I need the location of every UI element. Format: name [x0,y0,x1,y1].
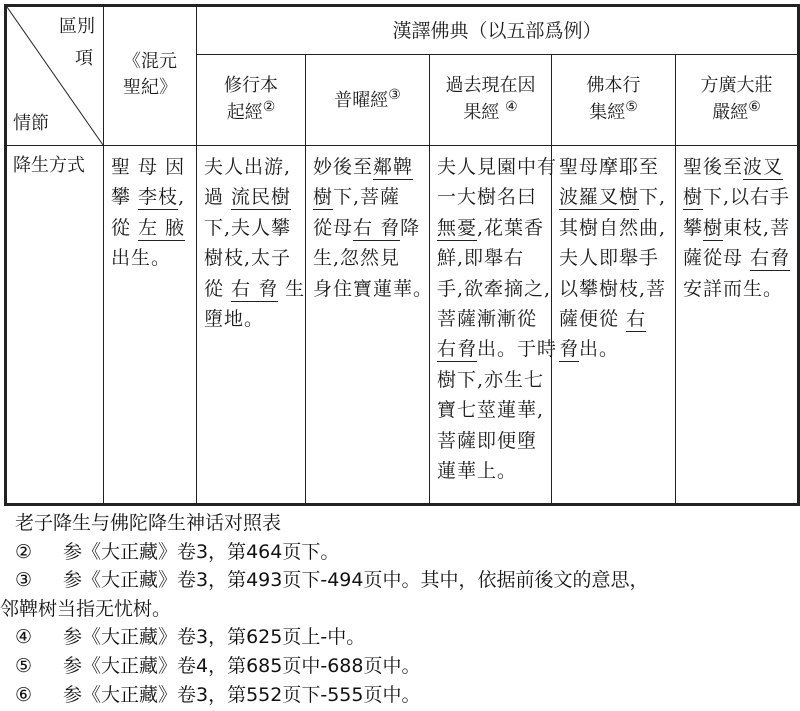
puyao-text-cell [306,146,434,505]
fangguang-text-cell [676,146,799,505]
note-2: ② 参《大正藏》卷3，第464页下。 [15,540,340,563]
corner-label-top: 區別 [59,16,95,37]
cell-line: 其樹自然曲, [559,216,667,239]
sub-header-1: 普曜經③ [306,55,430,146]
cell-line: 薩便從 右 [559,307,647,330]
cell-line: 妙後至鄰鞞 [313,156,414,178]
note-5: ⑤ 参《大正藏》卷4，第685页中-688页中。 [15,654,421,677]
cell-line: 聖 母 因 [111,156,186,178]
cell-line: 攀樹東枝,菩 [683,216,791,239]
cell-line: 脅出。 [559,338,620,361]
row-label: 降生方式 [13,155,85,176]
cell-line: 薩從母 右脅 [683,247,791,270]
cell-line: 攀 李枝, [111,186,186,209]
hunyuan-text-cell [104,146,197,505]
cell-line: 鮮,即舉右 [437,247,525,270]
cell-line: 聖母摩耶至 [559,156,660,178]
cell-line: 身住寶蓮華。 [313,277,434,300]
note-3: ③ 参《大正藏》卷3，第493页下-494页中。其中，依据前後文的意思， [15,569,649,592]
cell-line: 無憂,花葉香 [437,216,545,239]
sub-header-3: 佛本行 集經⑤ [552,55,676,146]
buddhist-group-header-cell [197,6,799,55]
cell-line: 從母右 脅降 [313,216,421,239]
fobenxing-text-cell [552,146,676,505]
cell-line: 夫人即舉手 [559,247,660,270]
note-ref-3: ③ [388,87,401,103]
xiuxing-text-cell [197,146,306,505]
cell-line: 一大樹名曰 [437,186,538,209]
cell-line: 手,欲牽摘之, [437,277,552,300]
cell-line: 從 左 腋 [111,216,186,239]
note-ref-4: ④ [505,98,518,115]
cell-line: 聖後至波叉 [683,156,784,178]
cell-line: 右脅出。于時 [437,338,558,361]
sub-header-2: 過去現在因 果經 ④ [430,55,552,146]
table-caption: 老子降生与佛陀降生神话对照表 [15,512,282,534]
cell-line: 樹下,菩薩 [313,186,401,209]
notes-section [0,509,800,709]
cell-line: 墮地。 [204,307,265,330]
cell-line: 蓮華上。 [437,459,518,482]
note-ref-5: ⑤ [625,98,638,115]
cell-line: 夫人見園中有 [437,156,558,178]
sub-header-0: 修行本 起經② [197,55,306,146]
cell-line: 出生。 [111,247,172,270]
hunyuan-header: 《混元聖紀》 [123,51,177,99]
cell-line: 樹下,以右手 [683,186,791,209]
sub-header-4: 方廣大莊 嚴經⑥ [676,55,799,146]
cell-line: 夫人出游, [204,156,292,178]
guoqu-text-cell [430,146,558,505]
cell-line: 菩薩即便墮 [437,429,538,452]
cell-line: 寶七莖蓮華, [437,399,545,422]
corner-label-bottom: 情節 [13,113,49,134]
hunyuan-header-cell [104,6,197,146]
cell-line: 從 右 脅 生 [204,277,306,300]
note-3-continued: 邻鞞树当指无忧树。 [0,597,172,620]
row-label-cell [6,146,104,505]
cell-line: 過 流民樹 [204,186,292,209]
corner-header-cell [6,6,104,146]
note-ref-2: ② [262,98,276,115]
note-4: ④ 参《大正藏》卷3，第625页上-中。 [15,626,366,649]
cell-line: 樹下,亦生七 [437,368,545,391]
comparison-table [4,4,800,506]
note-ref-6: ⑥ [748,98,761,115]
buddhist-group-header: 漢譯佛典（以五部爲例） [392,19,602,42]
cell-line: 下,夫人攀 [204,216,292,239]
note-6: ⑥ 参《大正藏》卷3，第552页下-555页中。 [15,683,421,706]
cell-line: 以攀樹枝,菩 [559,277,667,300]
cell-line: 安詳而生。 [683,277,784,300]
cell-line: 波羅叉樹下, [559,186,667,209]
cell-line: 生,忽然見 [313,247,401,270]
cell-line: 菩薩漸漸從 [437,307,538,330]
cell-line: 樹枝,太子 [204,247,292,270]
corner-label-middle: 項 [75,48,93,69]
